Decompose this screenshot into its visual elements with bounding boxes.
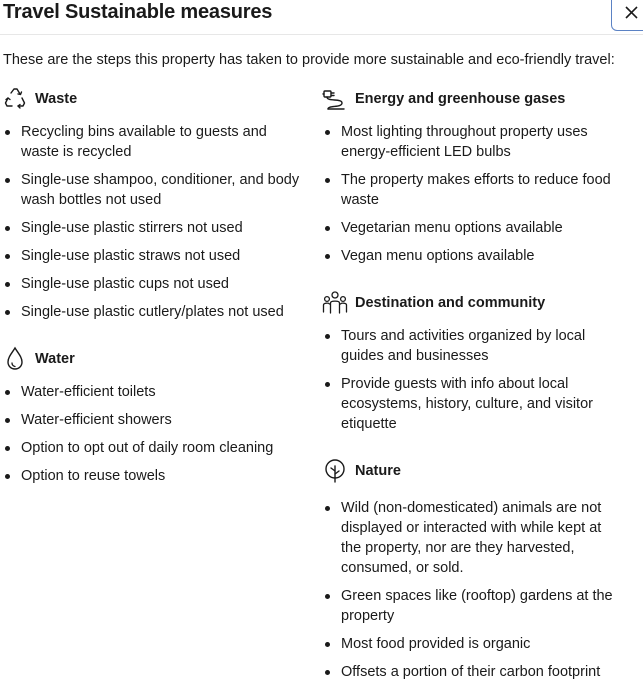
list-item: Offsets a portion of their carbon footprint	[322, 662, 622, 682]
list-item: Single-use plastic straws not used	[2, 246, 307, 266]
list-item: Water-efficient toilets	[2, 382, 307, 402]
list-item: Single-use plastic stirrers not used	[2, 218, 307, 238]
section-title: Destination and community	[355, 295, 546, 311]
list-item: Most food provided is organic	[322, 634, 622, 654]
list-item: The property makes efforts to reduce food waste	[322, 170, 622, 210]
list-item: Vegan menu options available	[322, 246, 622, 266]
community-icon	[322, 290, 348, 316]
section-title: Nature	[355, 463, 401, 479]
energy-plug-icon	[322, 86, 348, 112]
section-nature	[322, 458, 622, 682]
section-waste	[2, 86, 307, 322]
section-title: Energy and greenhouse gases	[355, 91, 566, 107]
tree-icon	[322, 458, 348, 484]
section-water	[2, 346, 307, 486]
list-item: Most lighting throughout property uses energy-efficient LED bulbs	[322, 122, 622, 162]
intro-text: These are the steps this property has taken to provide more sustainable and eco-friendly travel:	[3, 52, 615, 68]
section-community	[322, 290, 622, 434]
list-item: Single-use shampoo, conditioner, and body wash bottles not used	[2, 170, 307, 210]
list-item: Tours and activities organized by local guides and businesses	[322, 326, 622, 366]
section-energy	[322, 86, 622, 266]
recycle-icon	[2, 86, 28, 112]
list-item: Option to reuse towels	[2, 466, 307, 486]
list-item: Provide guests with info about local ecosystems, history, culture, and visitor etiquette	[322, 374, 622, 434]
close-icon	[625, 6, 638, 19]
modal-title: Travel Sustainable measures	[3, 1, 273, 23]
water-drop-icon	[2, 346, 28, 372]
list-item: Recycling bins available to guests and waste is recycled	[2, 122, 307, 162]
list-item: Option to opt out of daily room cleaning	[2, 438, 307, 458]
list-item: Wild (non-domesticated) animals are not displayed or interacted with while kept at the property, nor are they harvested, consumed, or sold.	[322, 498, 622, 578]
section-title: Waste	[35, 91, 78, 107]
list-item: Single-use plastic cups not used	[2, 274, 307, 294]
section-title: Water	[35, 351, 75, 367]
list-item: Single-use plastic cutlery/plates not used	[2, 302, 307, 322]
list-item: Water-efficient showers	[2, 410, 307, 430]
close-button[interactable]	[611, 0, 643, 31]
list-item: Vegetarian menu options available	[322, 218, 622, 238]
list-item: Green spaces like (rooftop) gardens at the property	[322, 586, 622, 626]
header-divider	[0, 34, 643, 35]
